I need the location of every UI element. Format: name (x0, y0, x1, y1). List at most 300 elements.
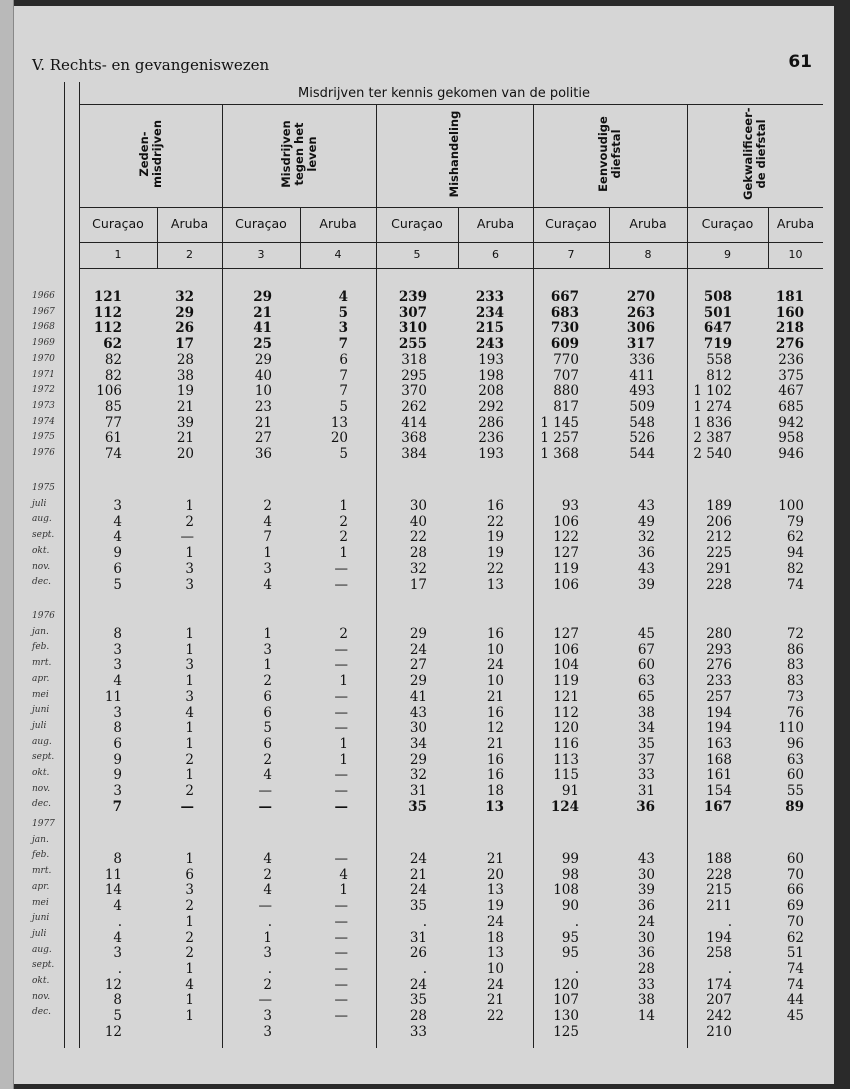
table-cell: 35 (637, 735, 655, 752)
table-cell: 188 (706, 851, 732, 867)
row-label: feb. (32, 642, 50, 653)
table-cell: 41 (253, 320, 272, 337)
table-cell: 45 (637, 626, 655, 642)
table-cell: 32 (637, 529, 655, 546)
island-header: Aruba (319, 216, 357, 231)
table-cell: . (267, 960, 272, 977)
table-cell: — (180, 529, 194, 546)
table-cell: 526 (629, 430, 655, 447)
table-cell: 83 (786, 657, 804, 674)
table-cell: 112 (93, 304, 122, 321)
table-cell: — (258, 783, 272, 799)
table-cell: 29 (254, 351, 272, 368)
table-cell: 28 (409, 1008, 427, 1024)
table-cell: 35 (408, 798, 427, 815)
table-cell: 23 (254, 398, 272, 415)
table-cell: 98 (561, 866, 579, 883)
row-label: apr. (32, 673, 50, 684)
table-cell: — (334, 929, 348, 946)
table-cell: 122 (553, 529, 579, 546)
table-cell: 685 (778, 398, 804, 415)
table-cell: 544 (629, 446, 655, 462)
table-cell: 4 (113, 929, 122, 946)
table-cell: 82 (104, 351, 122, 368)
table-cell: 236 (778, 351, 804, 368)
table-cell: 2 (263, 866, 272, 883)
row-label: feb. (32, 850, 50, 861)
table-cell: 49 (637, 513, 655, 530)
table-cell: 121 (553, 688, 579, 705)
table-cell: 93 (561, 498, 579, 514)
table-cell: — (334, 657, 348, 674)
table-cell: 1 (185, 720, 194, 737)
table-cell: 317 (626, 336, 655, 353)
row-label: nov. (32, 991, 51, 1002)
table-cell: 5 (263, 720, 272, 737)
table-cell: — (334, 720, 348, 737)
table-cell: 36 (637, 545, 655, 562)
rule (300, 207, 301, 268)
category-header: Eenvoudige diefstal (596, 116, 623, 192)
table-cell: 100 (778, 498, 804, 514)
table-cell: 946 (778, 446, 804, 462)
table-cell: 83 (786, 673, 804, 690)
table-cell: 609 (550, 336, 579, 353)
table-cell: 3 (263, 641, 272, 658)
row-label: nov. (32, 783, 51, 794)
table-cell: 33 (637, 976, 655, 993)
rule (609, 207, 610, 268)
row-label: juli (32, 498, 47, 509)
table-cell: 2 (185, 513, 194, 530)
table-cell: 38 (637, 992, 655, 1009)
table-cell: 115 (553, 767, 579, 784)
table-cell: 120 (553, 976, 579, 993)
table-cell: 6 (263, 735, 272, 752)
table-cell: 28 (637, 960, 655, 977)
table-cell: 30 (637, 929, 655, 946)
table-cell: 9 (113, 767, 122, 784)
row-label: juni (32, 913, 50, 924)
table-cell: 509 (629, 398, 655, 415)
table-cell: 32 (409, 560, 427, 577)
table-cell: 207 (706, 992, 732, 1009)
table-cell: 9 (113, 751, 122, 768)
table-cell: 1 (339, 882, 348, 899)
table-cell: 20 (486, 866, 504, 883)
table-cell: — (334, 576, 348, 593)
table-cell: 36 (637, 945, 655, 962)
table-cell: 19 (486, 545, 504, 562)
table-cell: 24 (637, 913, 655, 930)
table-cell: 16 (486, 751, 504, 768)
table-cell: 276 (706, 657, 732, 674)
column-number: 5 (413, 248, 421, 261)
table-cell: 31 (409, 929, 427, 946)
table-cell: 270 (626, 289, 655, 305)
table-cell: 89 (785, 798, 804, 815)
table-cell: 1 (185, 913, 194, 930)
table-cell: 1 (185, 1008, 194, 1024)
table-cell: 10 (486, 673, 504, 690)
table-cell: 1 (185, 767, 194, 784)
table-cell: 94 (786, 545, 804, 562)
table-cell: 8 (113, 626, 122, 642)
table-cell: 70 (786, 913, 804, 930)
table-cell: 1 102 (693, 383, 732, 400)
row-label: 1966 (32, 291, 55, 301)
row-label: aug. (32, 944, 52, 955)
table-cell: 31 (409, 783, 427, 799)
table-cell: 36 (254, 446, 272, 462)
table-cell: 11 (104, 688, 122, 705)
table-cell: 3 (113, 641, 122, 658)
row-label: 1967 (32, 306, 55, 317)
row-label: nov. (32, 561, 51, 572)
table-cell: 4 (263, 576, 272, 593)
island-header: Aruba (476, 216, 515, 231)
table-cell: 467 (778, 383, 804, 400)
row-label: okt. (32, 545, 50, 556)
table-cell: 74 (786, 576, 804, 593)
table-cell: 29 (409, 751, 427, 768)
table-cell: — (334, 945, 348, 962)
table-cell: 2 (263, 976, 272, 993)
table-cell: 76 (786, 704, 804, 721)
table-cell: — (180, 798, 194, 815)
table-cell: 411 (629, 367, 655, 384)
page (14, 6, 834, 1084)
row-label: 1975 (32, 432, 55, 443)
rule (79, 207, 823, 208)
table-cell: 384 (401, 446, 427, 462)
table-cell: 242 (706, 1008, 732, 1024)
table-cell: 74 (786, 960, 804, 977)
column-number: 9 (724, 248, 731, 261)
table-cell: 74 (104, 446, 122, 462)
category-header: Zeden- misdrijven (136, 119, 164, 189)
row-label: sept. (32, 752, 55, 763)
table-cell: 5 (338, 304, 348, 321)
table-cell: 1 (185, 641, 194, 658)
row-label: apr. (32, 881, 50, 892)
table-cell: 1 (185, 851, 194, 867)
table-cell: 206 (706, 513, 732, 530)
table-cell: 942 (778, 414, 804, 431)
table-cell: 3 (185, 688, 194, 705)
table-cell: — (334, 688, 348, 705)
rule (79, 268, 823, 269)
table-cell: 37 (637, 751, 655, 768)
island-header: Aruba (776, 216, 815, 231)
table-cell: 286 (478, 414, 504, 431)
table-cell: 236 (478, 430, 504, 447)
column-number: 4 (334, 248, 342, 261)
table-cell: 6 (185, 866, 194, 883)
table-cell: 5 (339, 446, 348, 462)
table-cell: 4 (113, 673, 122, 690)
table-cell: 1 368 (540, 446, 579, 462)
table-cell: 43 (637, 498, 655, 514)
table-cell: 7 (263, 529, 272, 546)
table-cell: 211 (706, 898, 732, 915)
table-cell: 210 (706, 1023, 732, 1040)
table-cell: 24 (409, 641, 427, 658)
table-cell: 2 (185, 945, 194, 962)
table-cell: 33 (409, 1023, 427, 1040)
table-cell: 24 (486, 913, 504, 930)
table-cell: 1 257 (540, 430, 579, 447)
table-cell: 39 (637, 576, 655, 593)
row-label: 1976 (32, 448, 55, 458)
island-header: Curaçao (235, 216, 287, 231)
column-number: 2 (186, 248, 193, 261)
row-label: 1969 (32, 338, 55, 349)
table-cell: 212 (706, 529, 732, 546)
table-cell: 1 (185, 735, 194, 752)
table-cell: 6 (339, 351, 348, 368)
table-cell: 194 (706, 720, 732, 737)
table-cell: 45 (786, 1008, 804, 1024)
table-cell: 32 (409, 767, 427, 784)
table-cell: 108 (553, 882, 579, 899)
row-label: juli (32, 720, 47, 731)
row-label: 1976 (32, 611, 55, 621)
table-cell: 293 (706, 641, 732, 658)
table-cell: 163 (706, 735, 732, 752)
table-cell: 257 (706, 688, 732, 705)
table-cell: 3 (113, 783, 122, 799)
rule (768, 207, 769, 268)
table-cell: 3 (338, 320, 348, 337)
table-cell: 667 (550, 289, 579, 305)
table-cell: 43 (409, 704, 427, 721)
table-cell: 255 (398, 336, 427, 353)
table-cell: 12 (104, 976, 122, 993)
table-cell: 69 (786, 898, 804, 915)
table-cell: . (267, 913, 272, 930)
table-cell: 21 (486, 735, 504, 752)
row-label: mrt. (32, 866, 52, 877)
table-cell: 17 (409, 576, 427, 593)
row-label: 1973 (32, 400, 55, 411)
table-cell: 2 (185, 751, 194, 768)
row-label: 1975 (32, 483, 55, 493)
table-cell: 234 (475, 304, 504, 321)
table-cell: 1 (185, 498, 194, 514)
table-cell: 263 (626, 304, 655, 321)
table-cell: 215 (475, 320, 504, 337)
table-cell: 3 (185, 576, 194, 593)
table-cell: 3 (185, 560, 194, 577)
category-header: Misdrijven tegen het leven (278, 120, 319, 188)
table-cell: 9 (113, 545, 122, 562)
table-cell: 1 (263, 929, 272, 946)
table-cell: 4 (338, 289, 348, 305)
table-cell: 2 (339, 529, 348, 546)
table-cell: 96 (786, 735, 804, 752)
table-cell: 370 (401, 383, 427, 400)
table-cell: 13 (486, 945, 504, 962)
table-cell: 3 (113, 704, 122, 721)
table-cell: 6 (113, 560, 122, 577)
column-number: 6 (492, 248, 499, 261)
rule (79, 242, 823, 243)
table-cell: . (117, 960, 122, 977)
table-cell: 1 (339, 751, 348, 768)
table-cell: 62 (103, 336, 122, 353)
table-cell: 1 (263, 626, 272, 642)
table-cell: 36 (637, 898, 655, 915)
table-cell: 25 (253, 336, 272, 353)
table-cell: 14 (637, 1008, 655, 1024)
table-cell: 1 (339, 735, 348, 752)
table-cell: 119 (553, 560, 579, 577)
table-cell: 11 (104, 866, 122, 883)
table-cell: 63 (637, 673, 655, 690)
table-cell: 74 (786, 976, 804, 993)
table-cell: 95 (561, 929, 579, 946)
table-cell: 3 (113, 657, 122, 674)
category-header: Gekwalificeer- de diefstal (741, 107, 768, 200)
table-cell: 4 (263, 851, 272, 867)
table-cell: 8 (113, 851, 122, 867)
table-cell: 110 (778, 720, 804, 737)
page-number: 61 (788, 52, 812, 72)
table-cell: 18 (486, 929, 504, 946)
table-cell: 112 (553, 704, 579, 721)
previous-page-edge (0, 0, 14, 1089)
table-cell: 5 (113, 1008, 122, 1024)
table-cell: 3 (185, 657, 194, 674)
table-cell: 1 (185, 626, 194, 642)
row-label: dec. (32, 1007, 51, 1018)
table-cell: 33 (637, 767, 655, 784)
table-cell: 7 (338, 336, 348, 353)
table-cell: 72 (786, 626, 804, 642)
table-cell: 167 (703, 798, 732, 815)
table-cell: 21 (486, 851, 504, 867)
row-label: mei (32, 689, 49, 700)
island-header: Curaçao (391, 216, 443, 231)
table-cell: 26 (409, 945, 427, 962)
table-cell: 4 (263, 767, 272, 784)
table-cell: 3 (263, 560, 272, 577)
table-cell: 1 (263, 545, 272, 562)
row-label: 1977 (32, 819, 55, 829)
table-cell: 558 (706, 351, 732, 368)
island-header: Curaçao (92, 216, 144, 231)
table-cell: 1 (339, 545, 348, 562)
table-cell: 2 540 (693, 446, 732, 462)
table-cell: 104 (553, 657, 579, 674)
table-cell: . (727, 913, 732, 930)
table-cell: 39 (176, 414, 194, 431)
table-cell: 27 (409, 657, 427, 674)
table-cell: 22 (486, 513, 504, 530)
table-cell: 120 (553, 720, 579, 737)
row-label: sept. (32, 530, 55, 541)
table-cell: 707 (553, 367, 579, 384)
table-cell: 4 (113, 513, 122, 530)
table-cell: 38 (637, 704, 655, 721)
island-header: Curaçao (701, 216, 754, 231)
table-cell: 106 (96, 383, 122, 400)
table-cell: 306 (626, 320, 655, 337)
table-cell: 181 (775, 289, 804, 305)
table-cell: 63 (786, 751, 804, 768)
table-cell: 174 (706, 976, 732, 993)
table-cell: 27 (254, 430, 272, 447)
table-cell: 1 836 (693, 414, 732, 431)
table-cell: 1 145 (540, 414, 579, 431)
table-cell: 8 (113, 992, 122, 1009)
table-cell: 7 (339, 383, 348, 400)
table-cell: 22 (409, 529, 427, 546)
table-cell: 86 (786, 641, 804, 658)
table-cell: 99 (561, 851, 579, 867)
table-cell: 21 (254, 414, 272, 431)
table-cell: . (574, 960, 579, 977)
table-cell: 2 (185, 929, 194, 946)
table-cell: 770 (553, 351, 579, 368)
table-cell: 30 (409, 498, 427, 514)
table-cell: — (334, 913, 348, 930)
table-cell: 21 (486, 992, 504, 1009)
table-cell: 79 (786, 513, 804, 530)
table-cell: 20 (330, 430, 348, 447)
table-cell: 21 (486, 688, 504, 705)
table-cell: 493 (629, 383, 655, 400)
table-cell: 2 (263, 673, 272, 690)
table-cell: 12 (486, 720, 504, 737)
table-cell: 24 (486, 657, 504, 674)
column-number: 7 (567, 248, 575, 261)
table-cell: 24 (409, 882, 427, 899)
table-cell: 3 (263, 1023, 272, 1040)
table-cell: 82 (104, 367, 122, 384)
table-cell: 124 (550, 798, 579, 815)
table-cell: 508 (703, 289, 732, 305)
table-cell: 16 (486, 767, 504, 784)
table-cell: 2 (263, 751, 272, 768)
row-label: 1972 (32, 385, 55, 396)
row-label: 1971 (32, 369, 55, 380)
table-cell: 41 (409, 688, 427, 705)
row-label: juli (32, 928, 47, 939)
table-cell: — (258, 798, 272, 815)
table-cell: 7 (112, 798, 122, 815)
table-cell: 121 (93, 289, 122, 305)
table-cell: 4 (339, 866, 348, 883)
table-cell: 116 (553, 735, 579, 752)
table-cell: 189 (706, 498, 732, 514)
table-cell: 307 (398, 304, 427, 321)
table-cell: 106 (553, 513, 579, 530)
rule (79, 104, 823, 105)
table-cell: 1 (185, 960, 194, 977)
table-cell: 228 (706, 576, 732, 593)
row-label: okt. (32, 768, 50, 778)
table-cell: 310 (398, 320, 427, 337)
table-cell: 548 (629, 414, 655, 431)
table-cell: — (334, 798, 348, 815)
table-cell: 3 (113, 498, 122, 514)
table-cell: 60 (786, 851, 804, 867)
table-cell: 3 (263, 1008, 272, 1024)
row-label: aug. (32, 514, 52, 525)
table-cell: 16 (486, 704, 504, 721)
